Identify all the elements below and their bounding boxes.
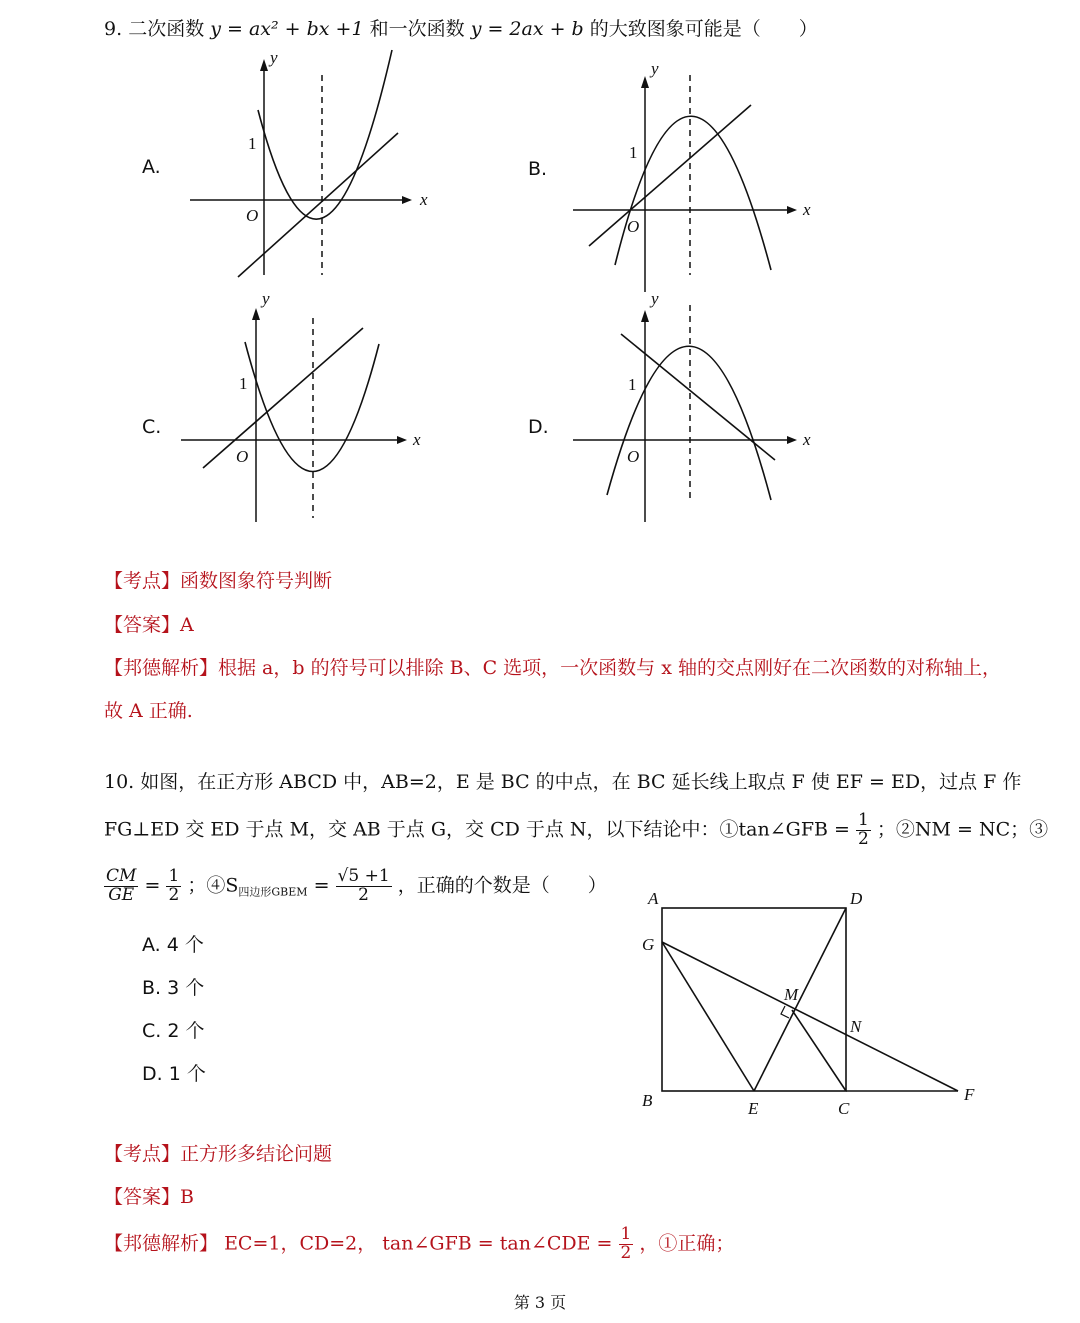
graph-c-intercept: 1 [239, 374, 248, 393]
point-m: M [784, 985, 799, 1004]
q10-analysis-frac-den: 2 [620, 1242, 632, 1263]
graph-a-line [238, 133, 398, 277]
q9-stem-prefix: 二次函数 [128, 18, 205, 40]
graph-d-y-label: y [651, 289, 659, 308]
q10-line2-b: ；②NM = NC；③ [876, 818, 1049, 841]
point-e: E [748, 1099, 759, 1118]
point-a: A [648, 889, 659, 908]
q10-kaodian-label: 【考点】 [104, 1143, 181, 1165]
q10-line3-d: ，正确的个数是（ ） [397, 874, 607, 897]
q9-answer [104, 614, 194, 637]
q10-frac-half-den: 2 [858, 828, 869, 849]
graph-c-y-label: y [262, 289, 270, 308]
segment-mc [792, 1010, 846, 1091]
graph-b [565, 60, 825, 300]
q9-stem-mid: 和一次函数 [369, 18, 465, 40]
q10-analysis-label: 【邦德解析】 [104, 1232, 219, 1255]
q10-answer-label: 【答案】 [104, 1186, 181, 1208]
q9-kaodian-label: 【考点】 [104, 570, 181, 592]
graph-d-x-label: x [803, 430, 811, 449]
q10-line3-c: = [313, 874, 330, 897]
q10-answer-text: B [180, 1186, 194, 1208]
q9-analysis-line1: 根据 a，b 的符号可以排除 B、C 选项，一次函数与 x 轴的交点刚好在二次函数的对称轴上， [218, 657, 1001, 679]
q10-kaodian [104, 1143, 332, 1166]
point-n: N [850, 1017, 862, 1036]
q10-frac-half-2-den: 2 [168, 884, 180, 905]
graph-b-parabola [615, 116, 771, 270]
graph-b-y-label: y [651, 59, 659, 78]
q9-option-d-label: D. [528, 416, 549, 438]
q10-frac-cm: CM [106, 866, 137, 886]
graph-b-y-arrow-icon [641, 76, 649, 88]
q9-eq2: y = 2ax + b [470, 18, 584, 40]
graph-d-line [621, 334, 775, 460]
q9-kaodian-text: 函数图象符号判断 [180, 570, 333, 592]
graph-d [565, 290, 825, 530]
q10-answer [104, 1186, 194, 1209]
q9-analysis-line2: 故 A 正确. [104, 700, 193, 722]
q9-analysis-label: 【邦德解析】 [104, 657, 219, 679]
q10-line1 [104, 771, 1021, 794]
segment-gf [662, 942, 958, 1091]
q10-number: 10. [104, 771, 135, 793]
graph-c-x-arrow-icon [397, 436, 407, 444]
graph-b-origin: O [627, 217, 640, 236]
q9-number: 9. [104, 18, 123, 40]
q10-analysis-a: EC=1，CD=2， tan∠GFB = tan∠CDE = [224, 1232, 613, 1255]
graph-a [180, 45, 440, 285]
q9-stem-suffix: 的大致图象可能是（ ） [589, 18, 818, 40]
q10-kaodian-text: 正方形多结论问题 [180, 1143, 333, 1165]
point-b: B [642, 1091, 653, 1110]
q10-line1-text: 如图，在正方形 ABCD 中，AB=2，E 是 BC 的中点，在 BC 延长线上取点 F 使 EF = ED，过点 F 作 [140, 771, 1022, 793]
q10-analysis-b: ，①正确； [639, 1232, 735, 1255]
q10-choice-b: B. 3 个 [142, 977, 205, 999]
graph-a-origin: O [246, 206, 259, 225]
q10-choice-a: A. 4 个 [142, 934, 204, 956]
q9-answer-label: 【答案】 [104, 614, 181, 636]
graph-a-x-arrow-icon [402, 196, 412, 204]
q10-frac-sqrt-num: √5 +1 [337, 866, 390, 886]
q10-analysis [104, 1226, 734, 1263]
q9-answer-text: A [180, 614, 194, 636]
q10-frac-sqrt-den: 2 [358, 884, 369, 905]
graph-b-x-label: x [803, 200, 811, 219]
point-g: G [642, 935, 655, 954]
q10-frac-half-2-num: 1 [168, 866, 180, 886]
q10-line3-a: = [144, 874, 161, 897]
q10-frac-sqrt [336, 868, 392, 905]
point-f: F [964, 1085, 975, 1104]
page-number: 第 3 页 [513, 1293, 567, 1312]
graph-b-x-arrow-icon [787, 206, 797, 214]
point-c: C [838, 1099, 850, 1118]
point-d: D [850, 889, 863, 908]
graph-a-intercept: 1 [248, 134, 257, 153]
graph-c-x-label: x [413, 430, 421, 449]
q9-option-a-label: A. [142, 156, 161, 178]
q10-choice-c: C. 2 个 [142, 1020, 205, 1042]
graph-d-y-arrow-icon [641, 310, 649, 322]
graph-a-y-label: y [270, 48, 278, 67]
graph-d-parabola [607, 346, 771, 500]
graph-c-parabola [245, 342, 379, 472]
q9-option-c-label: C. [142, 416, 162, 438]
q10-geometry-figure [630, 880, 990, 1120]
q10-frac-half-2 [166, 868, 181, 905]
q10-analysis-frac-num: 1 [620, 1224, 632, 1244]
q10-analysis-frac [619, 1226, 634, 1263]
graph-a-parabola [258, 50, 392, 219]
graph-c-origin: O [236, 447, 249, 466]
right-angle-mark [781, 1006, 789, 1018]
q9-analysis [104, 657, 1001, 680]
q10-line3-b: ；④S [187, 874, 239, 897]
graph-a-y-arrow-icon [260, 59, 268, 71]
graph-a-x-label: x [420, 190, 428, 209]
q10-frac-ge: GE [108, 884, 135, 905]
q9-stem [104, 18, 818, 41]
q10-frac-half-num: 1 [858, 810, 869, 830]
q9-kaodian [104, 570, 332, 593]
graph-b-intercept: 1 [629, 143, 638, 162]
square-abcd [662, 908, 846, 1091]
q10-line3-sub: 四边形GBEM [238, 885, 308, 899]
q10-line2-a: FG⊥ED 交 ED 于点 M，交 AB 于点 G，交 CD 于点 N，以下结论中：①tan∠GFB = [104, 818, 850, 841]
q10-frac-cm-ge [104, 868, 138, 905]
segment-ed [754, 908, 846, 1091]
q9-option-b-label: B. [528, 158, 548, 180]
q10-frac-half [856, 812, 871, 849]
graph-c-y-arrow-icon [252, 308, 260, 320]
graph-c [175, 290, 435, 530]
q10-choice-d: D. 1 个 [142, 1063, 206, 1085]
graph-d-x-arrow-icon [787, 436, 797, 444]
q9-eq1: y = ax² + bx +1 [210, 18, 364, 40]
graph-d-origin: O [627, 447, 640, 466]
q10-line3 [104, 868, 607, 905]
q10-line2 [104, 812, 1048, 849]
graph-d-intercept: 1 [628, 375, 637, 394]
